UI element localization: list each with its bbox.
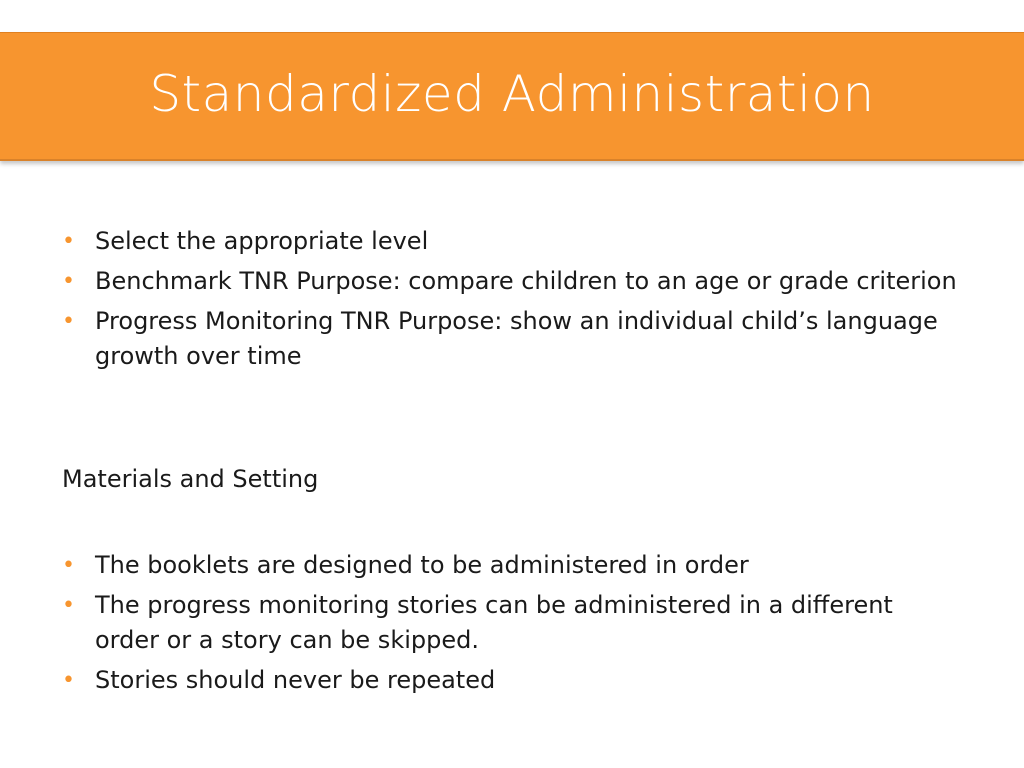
bullet-icon: • <box>62 309 75 334</box>
list-item <box>62 224 962 259</box>
bullet-list-administration <box>62 224 962 379</box>
list-item <box>62 304 962 374</box>
bullet-icon: • <box>62 269 75 294</box>
bullet-text: The booklets are designed to be administered in order <box>95 551 749 579</box>
bullet-icon: • <box>62 553 75 578</box>
list-item <box>62 264 962 299</box>
bullet-text: The progress monitoring stories can be administered in a different order or a story can be skipped. <box>95 591 893 654</box>
bullet-text: Stories should never be repeated <box>95 666 496 694</box>
list-item <box>62 588 962 658</box>
bullet-text: Benchmark TNR Purpose: compare children to an age or grade criterion <box>95 267 957 295</box>
section-heading: Materials and Setting <box>62 465 319 493</box>
bullet-icon: • <box>62 668 75 693</box>
bullet-icon: • <box>62 229 75 254</box>
bullet-icon: • <box>62 593 75 618</box>
list-item <box>62 548 962 583</box>
list-item <box>62 663 962 698</box>
bullet-text: Progress Monitoring TNR Purpose: show an individual child’s language growth over time <box>95 307 938 370</box>
bullet-text: Select the appropriate level <box>95 227 429 255</box>
slide-title: Standardized Administration <box>149 65 875 123</box>
bullet-list-materials <box>62 548 962 703</box>
